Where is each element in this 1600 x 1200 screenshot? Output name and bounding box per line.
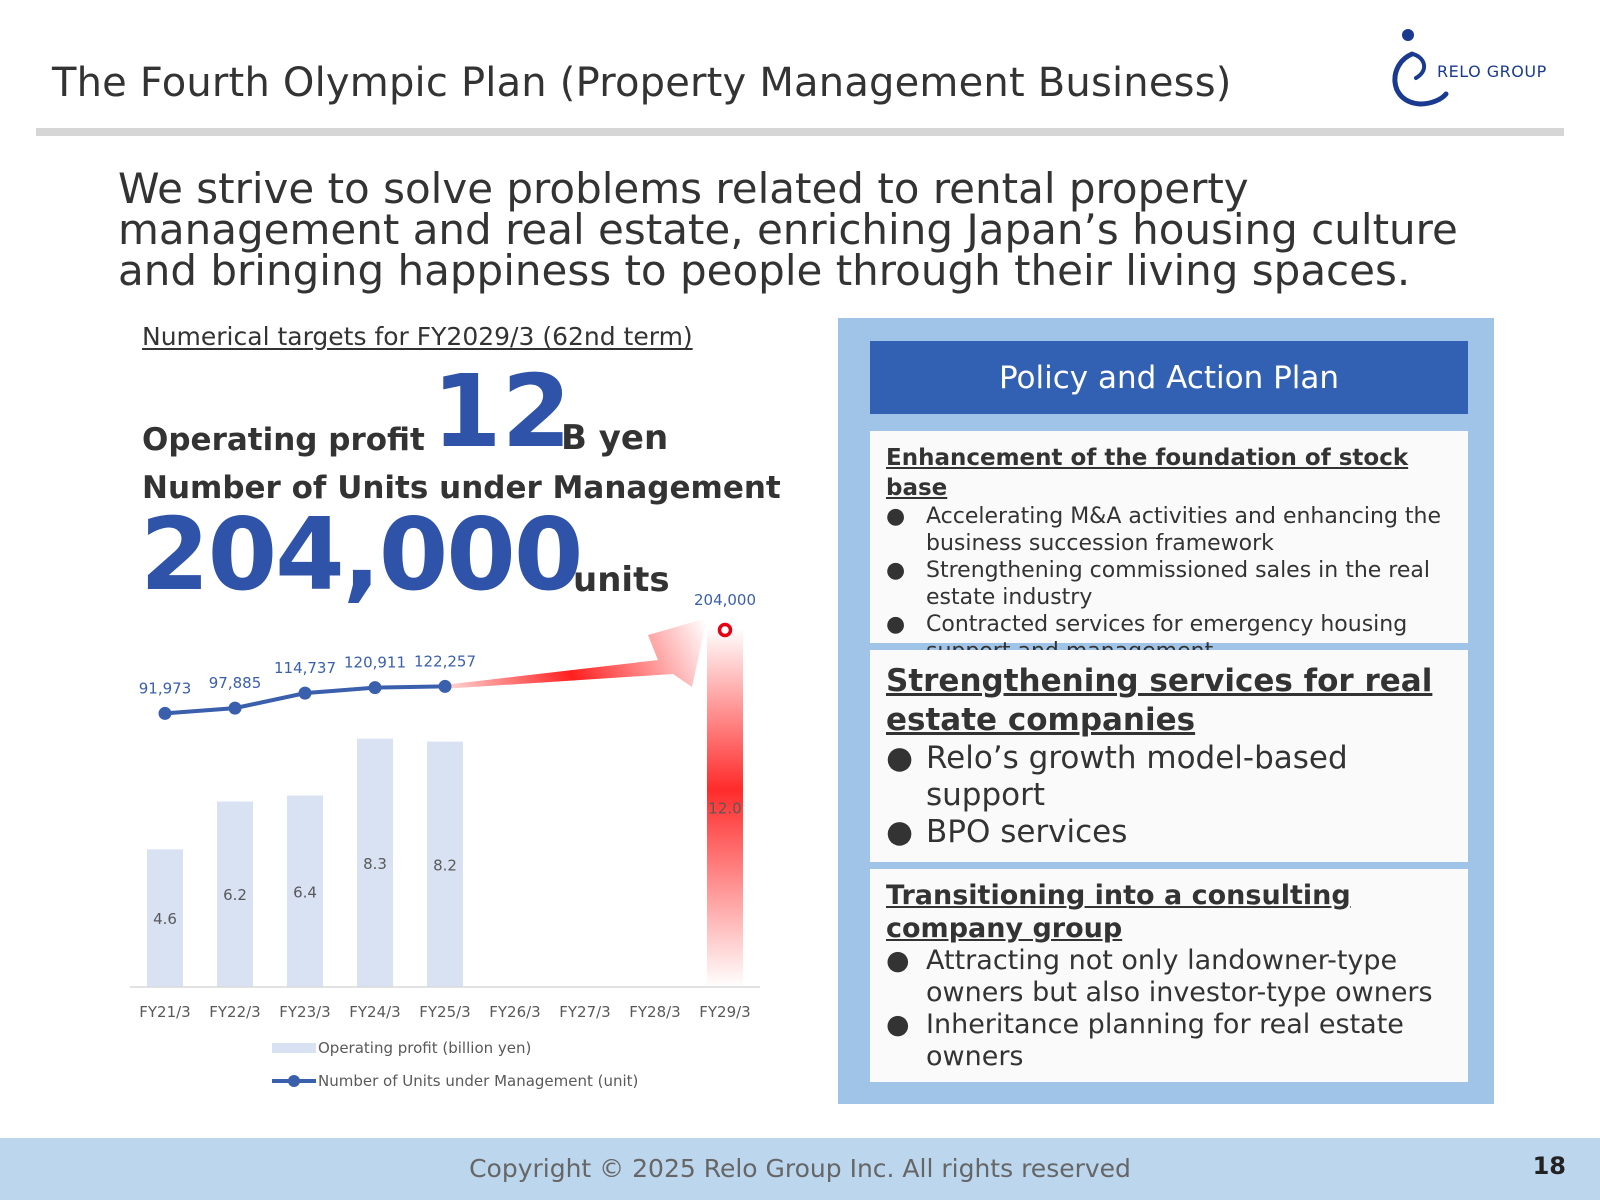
- tick-label: FY25/3: [419, 1003, 471, 1021]
- policy-panel: [838, 318, 1494, 1104]
- list-item: ● Contracted services for emergency housing: [886, 611, 1454, 665]
- line-point: [159, 707, 172, 720]
- section-heading: Strengthening services for real estate companies: [886, 663, 1433, 738]
- bar-label: 8.3: [363, 854, 387, 873]
- legend-label: Operating profit (billion yen): [318, 1039, 532, 1057]
- operating-profit-value: 12: [432, 353, 572, 470]
- units-label: Number of Units under Management: [142, 470, 781, 506]
- policy-section: [870, 431, 1468, 643]
- targets-label: Numerical targets for FY2029/3 (62nd term): [142, 322, 693, 351]
- mission-statement: We strive to solve problems related to rental property management and real estate, enriching Japan’s housing culture and bringing happiness to people through their living spaces.: [118, 164, 1458, 295]
- list-item: ● Relo’s growth model-based support: [886, 740, 1454, 814]
- section-list: [886, 945, 1454, 1073]
- line-label: 114,737: [273, 659, 337, 678]
- title-divider: [36, 128, 1564, 136]
- tick-label: FY24/3: [349, 1003, 401, 1021]
- tick-label: FY27/3: [559, 1003, 611, 1021]
- list-item: ● BPO services: [886, 814, 1454, 851]
- page-number: 18: [1532, 1152, 1566, 1180]
- slide-title: The Fourth Olympic Plan (Property Management Business): [52, 60, 1232, 106]
- bar-label: 8.2: [433, 856, 457, 875]
- line-label: 122,257: [413, 652, 477, 671]
- tick-label: FY21/3: [139, 1003, 191, 1021]
- list-item: ● Attracting not only landowner-type owners but also investor-type owners: [886, 945, 1454, 1009]
- line-label: 97,885: [208, 674, 262, 693]
- legend-label: Number of Units under Management (unit): [318, 1072, 639, 1090]
- target-marker: [720, 625, 731, 636]
- tick-label: FY23/3: [279, 1003, 331, 1021]
- logo-text: RELO GROUP: [1437, 62, 1547, 81]
- list-item: ● Accelerating M&A activities and enhancing the business succession framework: [886, 503, 1454, 557]
- section-heading: Enhancement of the foundation of stock base: [886, 445, 1409, 501]
- policy-section: [870, 650, 1468, 862]
- line-point: [229, 702, 242, 715]
- operating-profit-label: Operating profit: [142, 422, 425, 458]
- performance-chart: [120, 590, 780, 1100]
- tick-label: FY29/3: [699, 1003, 751, 1021]
- line-label: 204,000: [693, 591, 757, 609]
- copyright: Copyright © 2025 Relo Group Inc. All rights reserved: [469, 1154, 1131, 1183]
- line-point: [299, 687, 312, 700]
- section-list: [886, 503, 1454, 665]
- line-label: 91,973: [138, 679, 192, 698]
- section-heading: Transitioning into a consulting company group: [886, 880, 1351, 944]
- legend-swatch-bar: [272, 1043, 316, 1053]
- bar-label: 12.0: [708, 799, 742, 818]
- operating-profit-unit: B yen: [561, 418, 669, 458]
- list-item: ● Inheritance planning for real estate owners: [886, 1009, 1454, 1073]
- line-label: 120,911: [343, 653, 407, 672]
- policy-section: [870, 869, 1468, 1082]
- bar-label: 6.2: [223, 886, 247, 905]
- panel-header: Policy and Action Plan: [870, 341, 1468, 414]
- line-point: [439, 680, 452, 693]
- line-point: [369, 681, 382, 694]
- section-list: [886, 740, 1454, 851]
- legend-swatch-point: [288, 1075, 300, 1087]
- bar-label: 4.6: [153, 910, 177, 929]
- list-item: ● Strengthening commissioned sales in the real estate industry: [886, 557, 1454, 611]
- footer: [0, 1138, 1600, 1200]
- units-value: 204,000: [140, 496, 582, 613]
- bar-label: 6.4: [293, 883, 317, 902]
- tick-label: FY26/3: [489, 1003, 541, 1021]
- tick-label: FY22/3: [209, 1003, 261, 1021]
- units-unit: units: [573, 560, 670, 600]
- growth-arrow: [449, 618, 707, 688]
- tick-label: FY28/3: [629, 1003, 681, 1021]
